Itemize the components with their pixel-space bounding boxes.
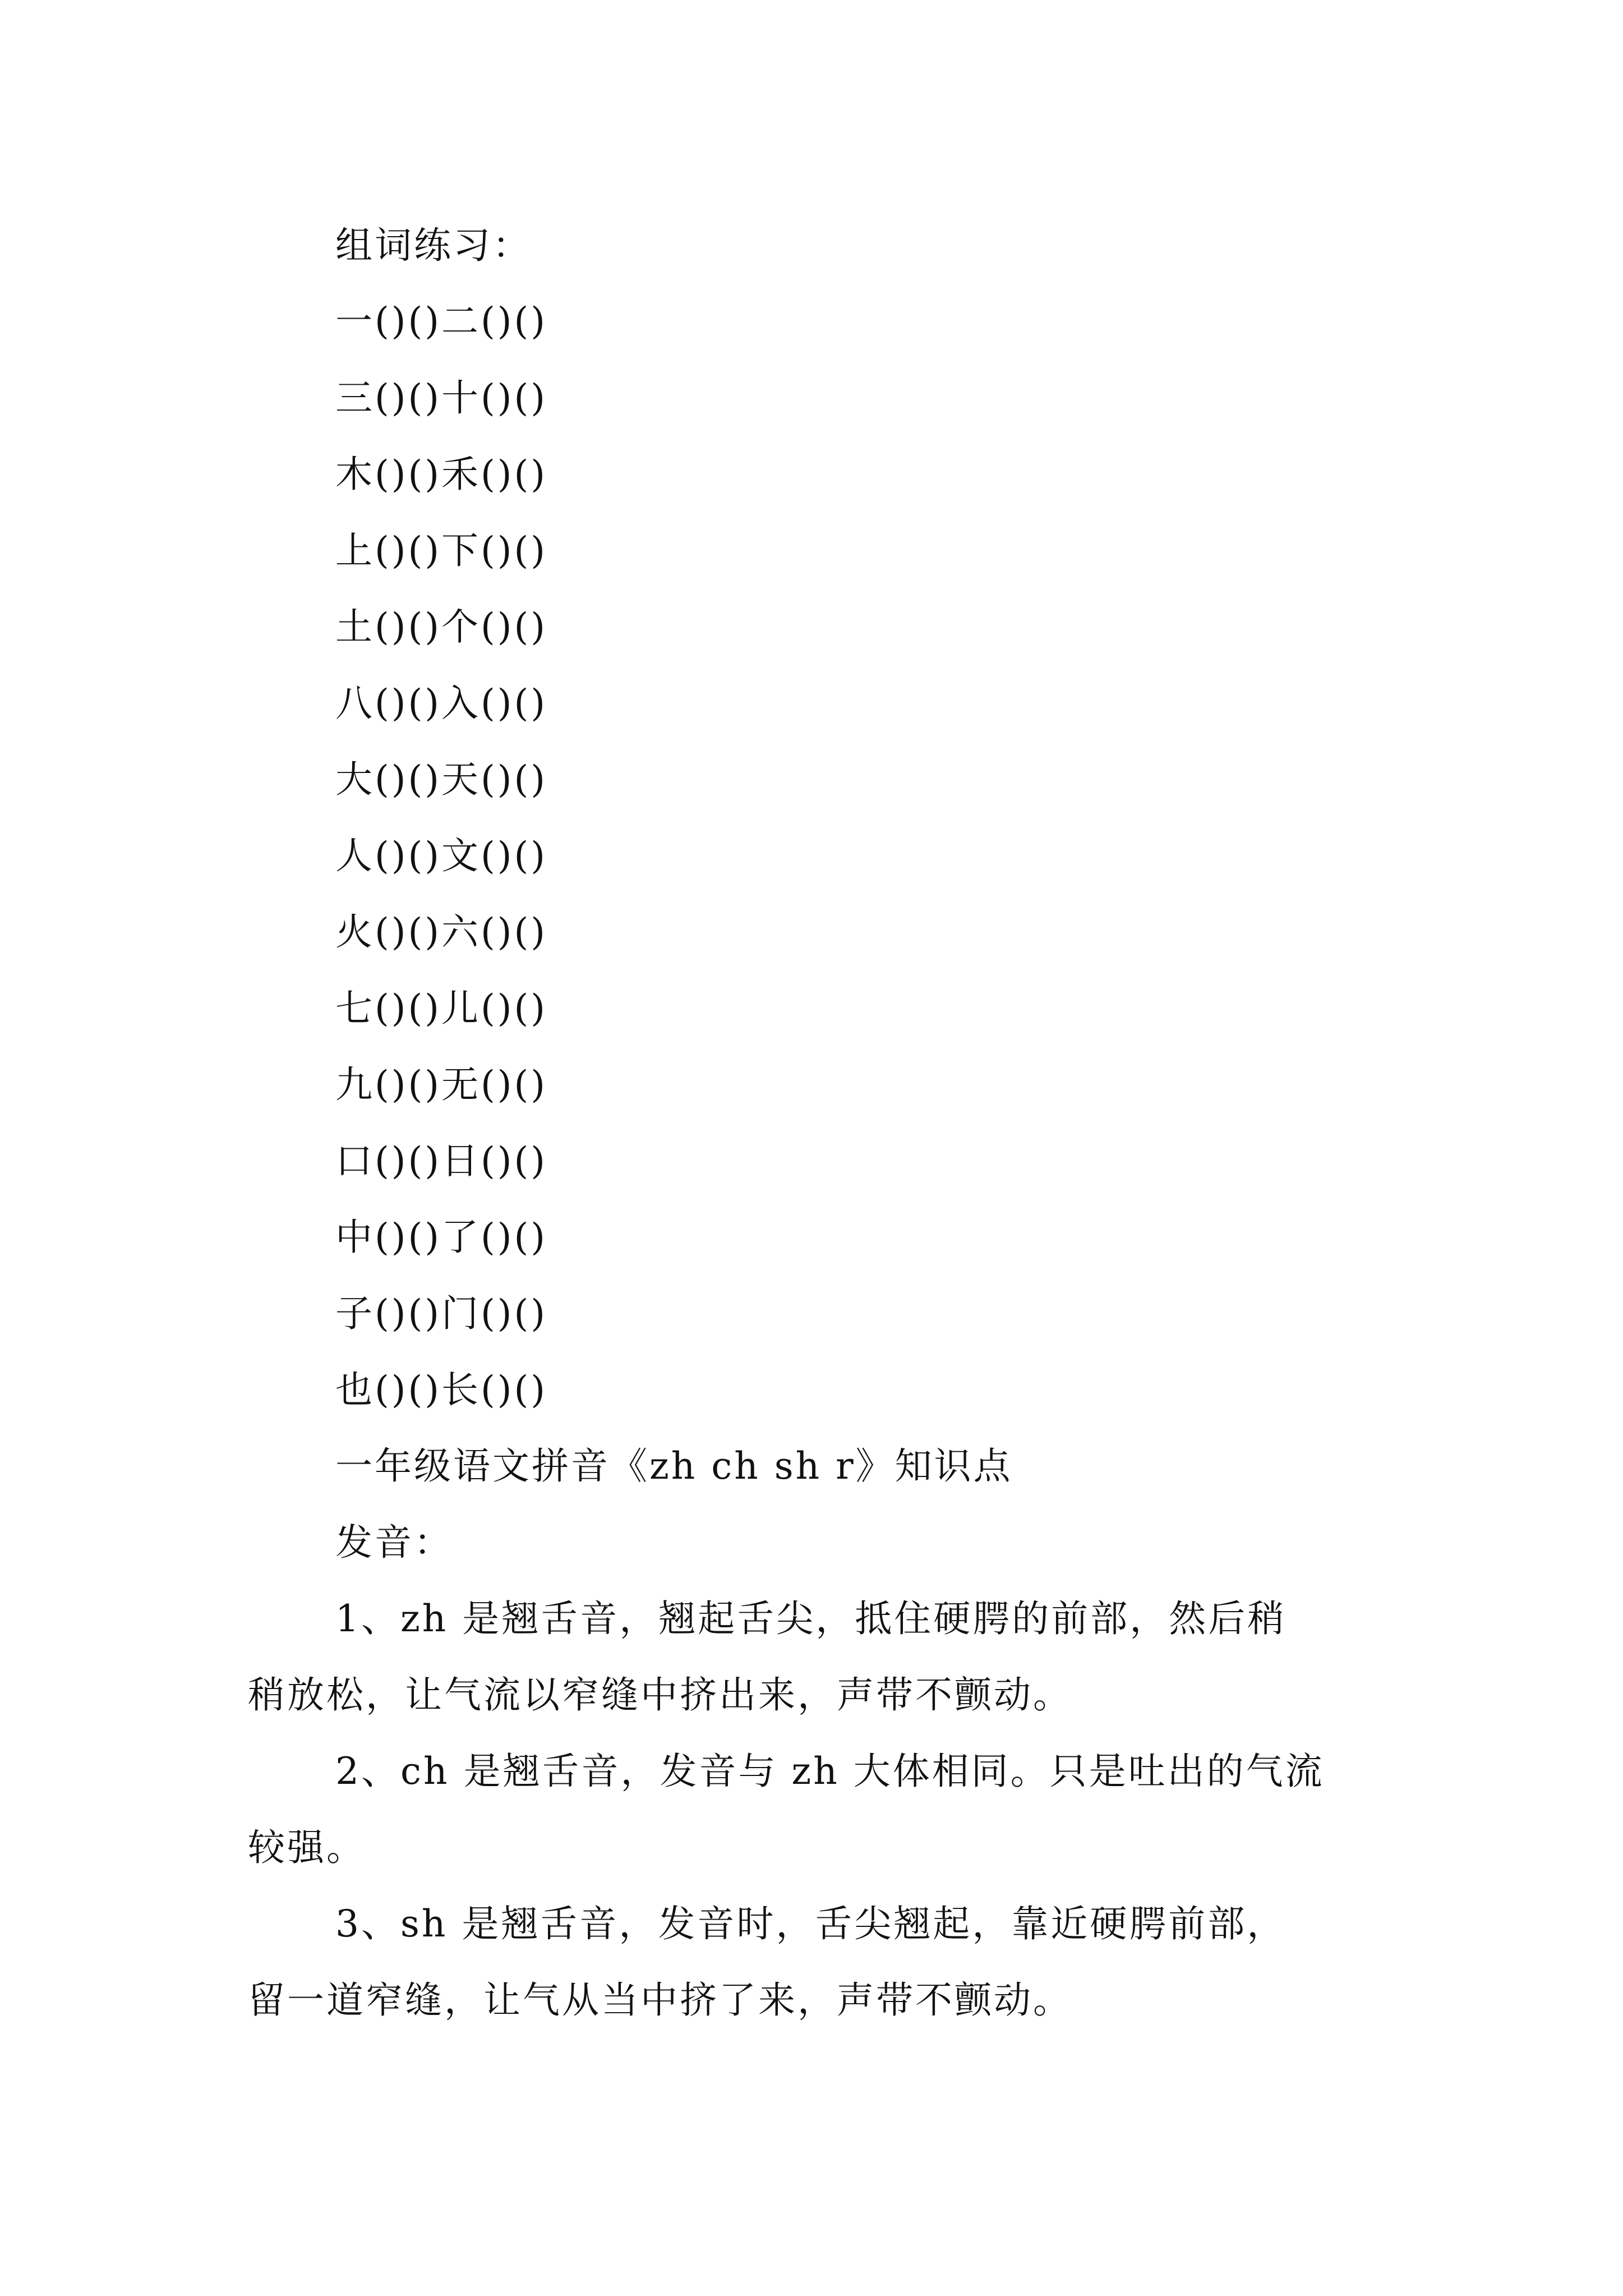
exercise-row: 口()()日()() — [335, 1139, 547, 1182]
exercise-heading: 组词练习： — [335, 224, 532, 267]
exercise-row: 火()()六()() — [335, 910, 547, 954]
exercise-row: 大()()天()() — [335, 758, 547, 801]
exercise-row: 一()()二()() — [335, 300, 547, 343]
exercise-row: 中()()了()() — [335, 1216, 547, 1259]
exercise-row: 木()()禾()() — [335, 453, 547, 496]
exercise-row: 子()()门()() — [335, 1292, 547, 1335]
exercise-row: 八()()入()() — [335, 682, 547, 725]
paragraph-line: 留一道窄缝，让气从当中挤了来，声带不颤动。 — [248, 1978, 1072, 2022]
paragraph-line: 1、zh 是翘舌音，翘起舌尖，抵住硬腭的前部，然后稍 — [335, 1597, 1287, 1640]
exercise-row: 七()()儿()() — [335, 987, 547, 1030]
paragraph-line: 稍放松，让气流以窄缝中挤出来，声带不颤动。 — [248, 1673, 1072, 1717]
paragraph-line: 3、sh 是翘舌音，发音时，舌尖翘起，靠近硬腭前部， — [335, 1902, 1287, 1945]
paragraph-line: 较强。 — [248, 1826, 366, 1869]
section-title: 一年级语文拼音《zh ch sh r》知识点 — [335, 1444, 1013, 1488]
exercise-row: 三()()十()() — [335, 376, 547, 420]
exercise-row: 也()()长()() — [335, 1368, 547, 1411]
section-subheading: 发音： — [335, 1521, 453, 1564]
exercise-row: 人()()文()() — [335, 834, 547, 877]
exercise-row: 土()()个()() — [335, 605, 547, 648]
paragraph-line: 2、ch 是翘舌音，发音与 zh 大体相同。只是吐出的气流 — [335, 1750, 1325, 1793]
exercise-row: 九()()无()() — [335, 1063, 547, 1106]
exercise-row: 上()()下()() — [335, 529, 547, 572]
